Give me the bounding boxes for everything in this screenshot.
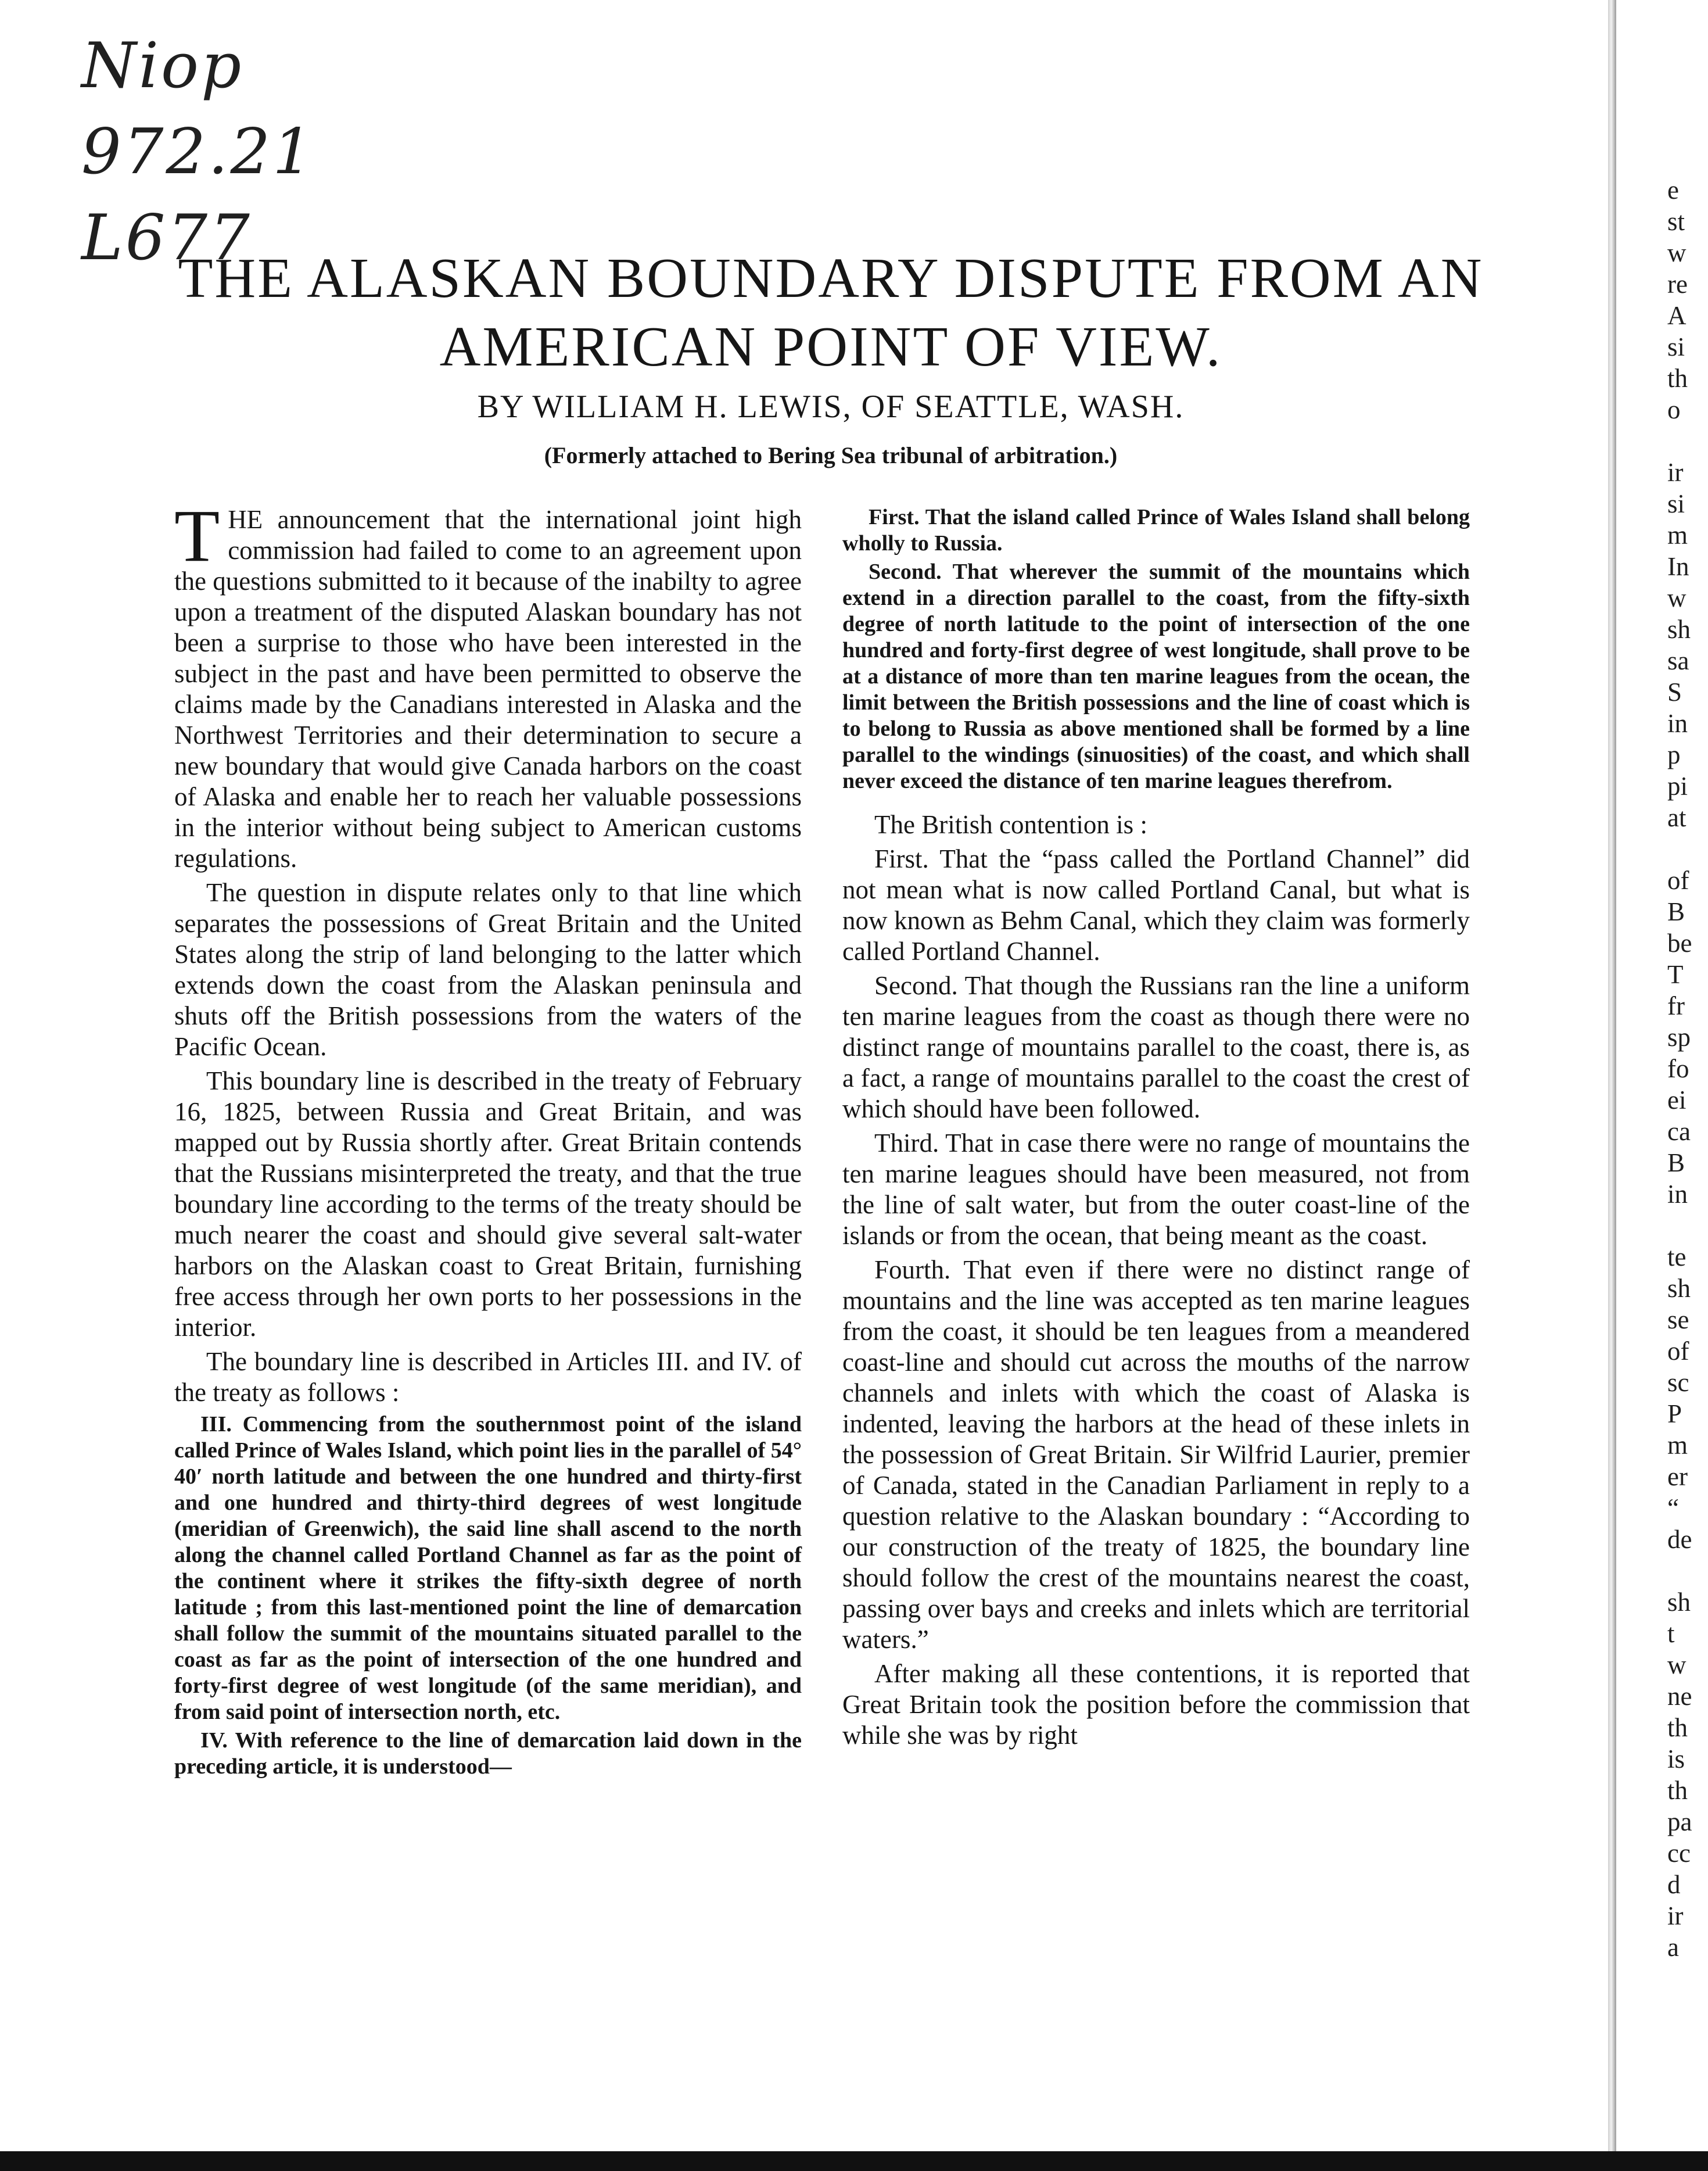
treaty-quote: III. Commencing from the southernmost point of the island called Prince of Wales Island, which point lies in the parallel of 54° 40′ north latitude and between the one hundred and thirty-first and one hundred and thirty-third degrees of west longitude (meridian of Greenwich), the said line shall ascend to the north along the channel called Portland Channel as far as the point of the continent where it strikes the fifty-sixth degree of north latitude ; from this last-mentioned point the line of demarcation shall follow the summit of the mountains situated parallel to the coast as far as the point of intersection of the one hundred and forty-first degree of west longitude (of the same meridian), and from said point of intersection north, etc.: [174, 1412, 802, 1724]
next-page-fragments: [1667, 174, 1708, 1963]
next-page-fragment: S: [1667, 678, 1682, 707]
next-page-fragment: d: [1667, 1870, 1681, 1899]
treaty-quote: IV. With reference to the line of demarcation laid down in the preceding article, it is understood—: [174, 1728, 802, 1779]
next-page-fragment: w: [1667, 583, 1687, 612]
next-page-fragment: si: [1667, 489, 1685, 518]
next-page-fragment: t: [1667, 1619, 1675, 1648]
next-page-fragment: In: [1667, 552, 1689, 581]
paragraph: Third. That in case there were no range of mountains the ten marine leagues should have been measured, not from the line of salt water, but from the outer coast-line of the islands or from the ocean, that being meant as the coast.: [842, 1129, 1470, 1250]
next-page-fragment: fo: [1667, 1054, 1689, 1083]
paragraph: The question in dispute relates only to that line which separates the possessions of Great Britain and the United States along the strip of land belonging to the latter which extends down the coast from the Alaskan peninsula and shuts off the British possessions from the waters of the Pacific Ocean.: [174, 878, 802, 1061]
call-number-line: L677: [81, 202, 252, 274]
author-byline: BY WILLIAM H. LEWIS, OF SEATTLE, WASH.: [477, 389, 1185, 425]
next-page-fragment: st: [1667, 207, 1685, 236]
next-page-fragment: of: [1667, 866, 1689, 895]
next-page-fragment: se: [1667, 1305, 1689, 1334]
paragraph: The boundary line is described in Articles III. and IV. of the treaty as follows :: [174, 1347, 802, 1407]
next-page-fragment: er: [1667, 1462, 1688, 1491]
left-column: [174, 495, 802, 1782]
next-page-fragment: a: [1667, 1933, 1679, 1962]
drop-cap: T: [174, 495, 220, 577]
next-page-fragment: A: [1667, 301, 1687, 330]
next-page-fragment: sa: [1667, 646, 1689, 675]
next-page-fragment: si: [1667, 332, 1685, 361]
next-page-fragment: p: [1667, 740, 1681, 769]
next-page-fragment: fr: [1667, 991, 1685, 1020]
next-page-fragment: at: [1667, 803, 1687, 832]
next-page-fragment: sc: [1667, 1368, 1689, 1397]
next-page-fragment: ne: [1667, 1682, 1692, 1711]
next-page-fragment: pa: [1667, 1807, 1692, 1836]
paragraph: Second. That though the Russians ran the line a uniform ten marine leagues from the coast as though there were no distinct range of mountains parallel to the coast, there is, as a fact, a range of mountains parallel to the coast the crest of which should have been followed.: [842, 971, 1470, 1123]
page-edge: [1608, 0, 1616, 2171]
next-page-fragment: th: [1667, 1776, 1688, 1805]
next-page-fragment: B: [1667, 1148, 1685, 1177]
treaty-quote: First. That the island called Prince of Wales Island shall belong wholly to Russia.: [842, 505, 1470, 556]
next-page-fragment: pi: [1667, 772, 1688, 801]
next-page-fragment: P: [1667, 1399, 1682, 1428]
author-note: (Formerly attached to Bering Sea tribunal of arbitration.): [544, 442, 1118, 468]
next-page-fragment: e: [1667, 175, 1679, 205]
article-title: [134, 244, 1528, 381]
next-page-fragment: [1667, 1210, 1708, 1241]
next-page-fragment: m: [1667, 521, 1688, 550]
next-page-fragment: of: [1667, 1337, 1689, 1366]
next-page-fragment: o: [1667, 395, 1681, 424]
next-page-fragment: is: [1667, 1744, 1685, 1774]
next-page-fragment: ir: [1667, 458, 1684, 487]
paragraph: The British contention is :: [874, 810, 1147, 839]
call-number-line: 972.21: [81, 116, 315, 188]
next-page-fragment: sh: [1667, 1588, 1691, 1617]
next-page-fragment: w: [1667, 238, 1687, 267]
next-page-fragment: in: [1667, 1180, 1688, 1209]
next-page-fragment: [1667, 425, 1708, 457]
next-page-fragment: [1667, 833, 1708, 865]
next-page-fragment: th: [1667, 1713, 1688, 1742]
next-page-fragment: th: [1667, 364, 1688, 393]
next-page-fragment: ir: [1667, 1901, 1684, 1930]
next-page-fragment: [1667, 1555, 1708, 1586]
next-page-fragment: re: [1667, 270, 1688, 299]
paragraph-text: HE announcement that the international joint high commission had failed to come to an agreement upon the questions submitted to it because of the inabilty to agree upon a treatment of the disputed Alaskan boundary has not been a surprise to those who have been interested in the subject in the past and have been permitted to observe the claims made by the Canadians interested in Alaska and the Northwest Territories and their determination to secure a new boundary that would give Canada harbors on the coast of Alaska and enable her to reach her valuable possessions in the interior without being subject to American customs regulations.: [174, 505, 802, 873]
title-line-1: THE ALASKAN BOUNDARY DISPUTE FROM AN: [178, 247, 1484, 310]
paragraph: Fourth. That even if there were no distinct range of mountains and the line was accepted as ten marine leagues from the coast, it should be ten leagues from a meandered coast-line and should cut across the mouths of the narrow channels and inlets with which the coast of Alaska is indented, leaving the harbors at the head of these inlets in the possession of Great Britain. Sir Wilfrid Laurier, premier of Canada, stated in the Canadian Parliament in reply to a question relative to the Alaskan boundary : “According to our construction of the treaty of 1825, the boundary line should follow the crest of the mountains nearest the coast, passing over bays and creeks and inlets which are territorial waters.”: [842, 1255, 1470, 1654]
paragraph: After making all these contentions, it is reported that Great Britain took the position before the commission that while she was by right: [842, 1659, 1470, 1750]
next-page-fragment: cc: [1667, 1839, 1691, 1868]
next-page-fragment: “: [1667, 1493, 1679, 1522]
next-page-fragment: ca: [1667, 1117, 1691, 1146]
next-page-fragment: sp: [1667, 1023, 1691, 1052]
paragraph: [174, 495, 802, 874]
paragraph: First. That the “pass called the Portland Channel” did not mean what is now called Portland Canal, but what is now known as Behm Canal, which they claim was formerly called Portland Channel.: [842, 844, 1470, 966]
next-page-fragment: T: [1667, 960, 1684, 989]
next-page-fragment: sh: [1667, 1274, 1691, 1303]
handwritten-call-number: [81, 23, 315, 281]
next-page-fragment: in: [1667, 709, 1688, 738]
next-page-fragment: de: [1667, 1525, 1692, 1554]
paragraph: This boundary line is described in the treaty of February 16, 1825, between Russia and Great Britain, and was mapped out by Russia shortly after. Great Britain contends that the Russians misinterpreted the treaty, and that the true boundary line according to the terms of the treaty should be much nearer the coast and should give several salt-water harbors on the Alaskan coast to Great Britain, furnishing free access through her own ports to her possessions in the interior.: [174, 1066, 802, 1342]
next-page-fragment: B: [1667, 897, 1685, 926]
next-page-fragment: m: [1667, 1431, 1688, 1460]
next-page-fragment: ei: [1667, 1086, 1687, 1115]
title-line-2: AMERICAN POINT OF VIEW.: [439, 316, 1222, 378]
next-page-fragment: w: [1667, 1650, 1687, 1679]
right-column: [842, 504, 1470, 1754]
scan-bottom-border: [0, 2151, 1708, 2171]
next-page-fragment: be: [1667, 929, 1692, 958]
call-number-line: Niop: [81, 30, 244, 102]
treaty-quote: Second. That wherever the summit of the mountains which extend in a direction parallel to the coast, from the fifty-sixth degree of north latitude to the point of intersection of the one hundred and forty-first degree of west longitude, shall prove to be at a distance of more than ten marine leagues from the ocean, the limit between the British possessions and the line of coast which is to belong to Russia as above mentioned shall be formed by a line parallel to the windings (sinuosities) of the coast, and which shall never exceed the distance of ten marine leagues therefrom.: [842, 560, 1470, 793]
next-page-fragment: te: [1667, 1242, 1687, 1271]
next-page-fragment: sh: [1667, 615, 1691, 644]
